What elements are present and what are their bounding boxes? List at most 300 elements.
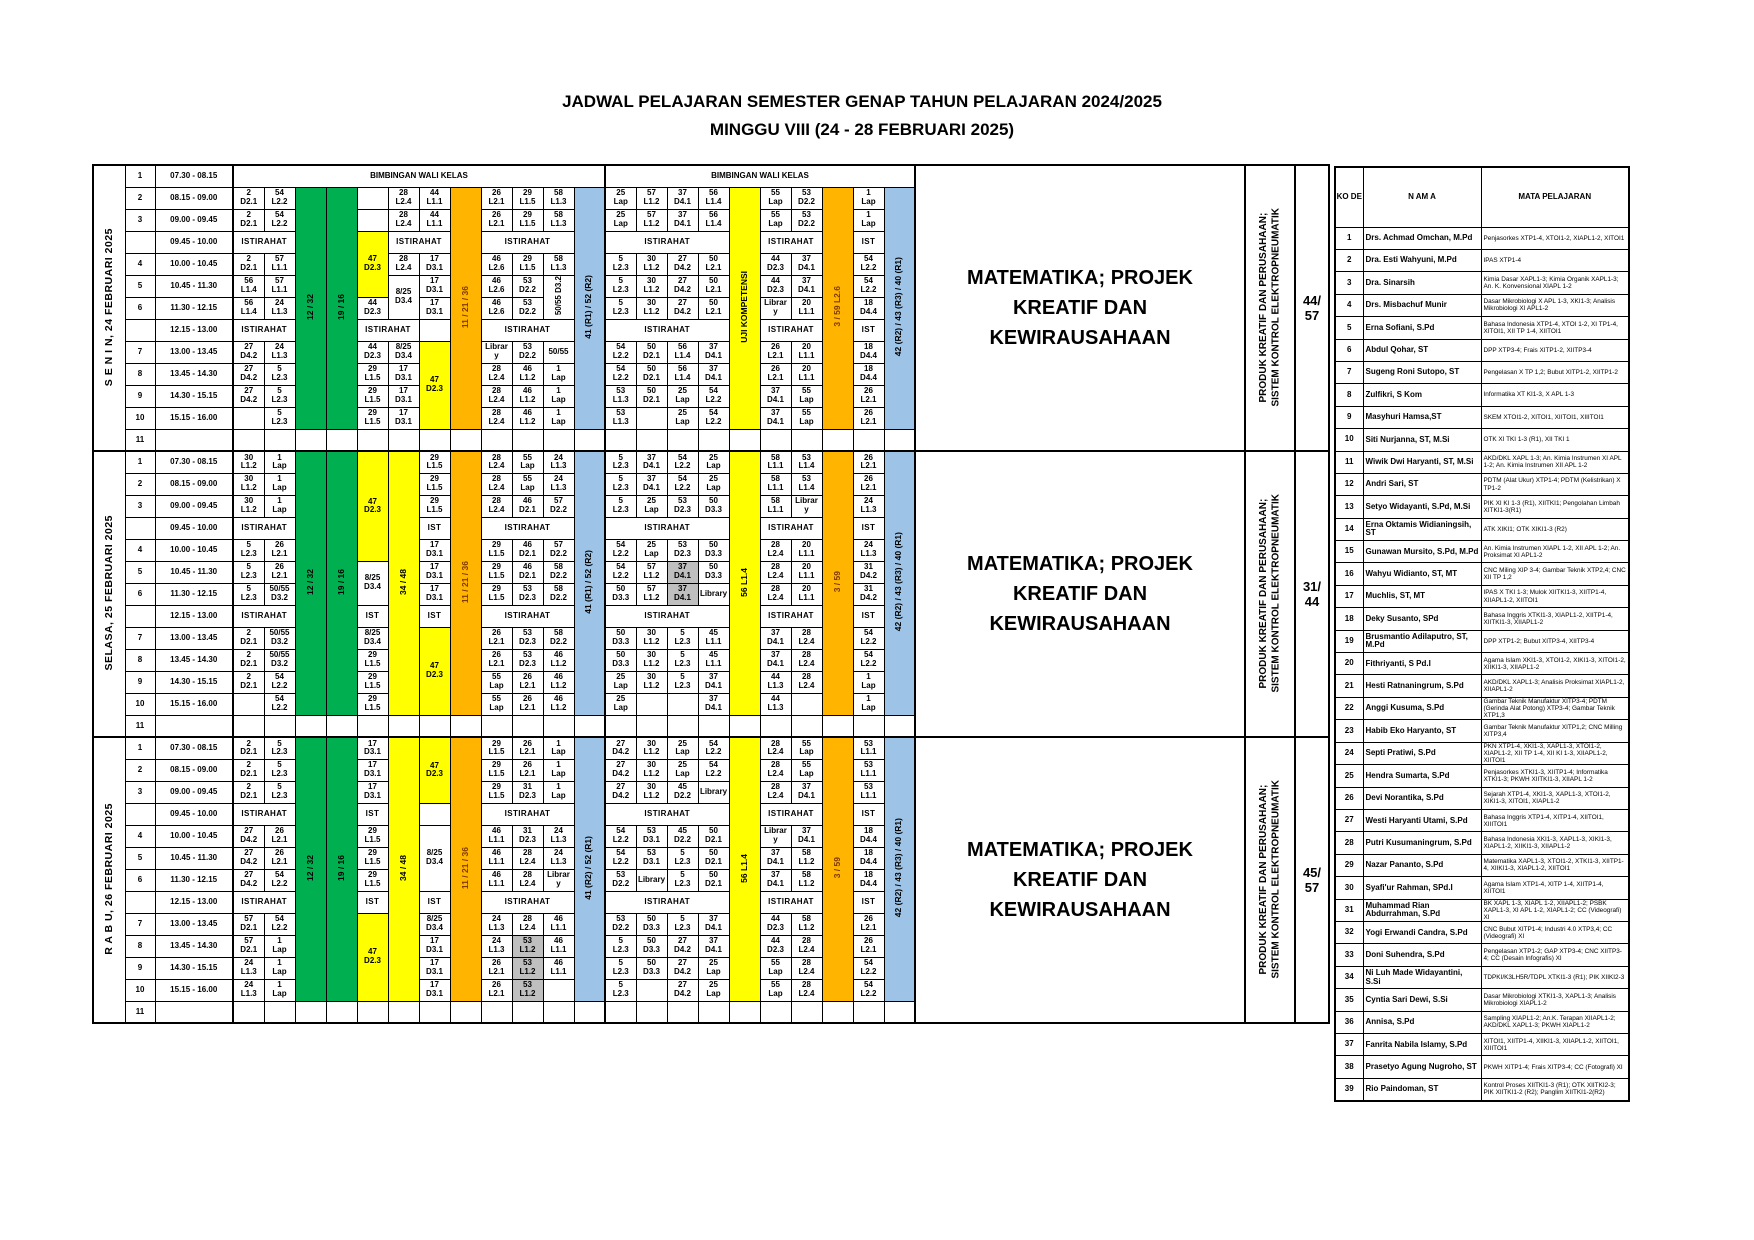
teacher-mapel: Agama Islam XKI1-3, XTOI1-2, XIKI1-3, XITOI1-2, XIIKI1-3, XIIAPL1-2 xyxy=(1481,653,1629,675)
teacher-mapel: AKD/DKL XAPL 1-3; An. Kimia Instrumen XI APL 1-2; An. Kimia Instrumen XII APL 1-2 xyxy=(1481,451,1629,473)
schedule-cell: 46 L1.2 xyxy=(512,385,543,407)
teacher-nama: Masyhuri Hamsa,ST xyxy=(1363,406,1481,428)
teacher-row xyxy=(1335,1078,1629,1100)
teacher-nama: Doni Suhendra, S.Pd xyxy=(1363,944,1481,966)
kelas12-block: MATEMATIKA; PROJEK KREATIF DAN KEWIRAUSAHAAN xyxy=(915,451,1245,737)
empty-cell xyxy=(481,715,512,737)
schedule-cell: 8/25 D3.4 xyxy=(419,825,450,891)
schedule-cell: 30 L1.2 xyxy=(636,649,667,671)
schedule-cell: 54 L2.2 xyxy=(264,187,295,209)
schedule-cell: 2 D2.1 xyxy=(233,759,264,781)
schedule-cell: ISTIRAHAT xyxy=(760,605,822,627)
schedule-cell: ISTIRAHAT xyxy=(233,319,295,341)
schedule-cell: 34 / 48 xyxy=(388,737,419,1001)
schedule-cell: 54 L2.2 xyxy=(853,957,884,979)
jam-ke-cell: 8 xyxy=(125,363,155,385)
teacher-nama: Nazar Pananto, S.Pd xyxy=(1363,854,1481,876)
schedule-cell: 25 Lap xyxy=(667,737,698,759)
schedule-cell: 50 D2.1 xyxy=(698,825,729,847)
empty-cell xyxy=(760,429,791,451)
kelas12-block: MATEMATIKA; PROJEK KREATIF DAN KEWIRAUSAHAAN xyxy=(915,737,1245,1023)
schedule-cell: 44 D2.3 xyxy=(760,935,791,957)
schedule-cell: 24 L1.3 xyxy=(233,957,264,979)
teacher-row xyxy=(1335,608,1629,630)
schedule-cell: IST xyxy=(853,319,884,341)
pukul-cell: 13.00 - 13.45 xyxy=(155,627,233,649)
empty-cell xyxy=(605,715,636,737)
schedule-cell: 44 L1.1 xyxy=(419,187,450,209)
teacher-nama: Erna Sofiani, S.Pd xyxy=(1363,317,1481,339)
teacher-nama: Drs. Achmad Omchan, M.Pd xyxy=(1363,227,1481,249)
empty-cell xyxy=(760,715,791,737)
teacher-nama: Brusmantio Adilaputro, ST, M.Pd xyxy=(1363,630,1481,652)
teacher-kode: 30 xyxy=(1335,877,1363,899)
schedule-cell: 30 L1.2 xyxy=(233,495,264,517)
schedule-cell: 30 L1.2 xyxy=(636,759,667,781)
teacher-nama: Prasetyo Agung Nugroho, ST xyxy=(1363,1056,1481,1078)
schedule-cell: 55 Lap xyxy=(512,451,543,473)
schedule-cell: 27 D4.2 xyxy=(605,781,636,803)
schedule-cell: 50 D3.3 xyxy=(636,913,667,935)
teacher-mapel: ATK XIKI1; OTK XIKI1-3 (R2) xyxy=(1481,518,1629,540)
pukul-cell: 09.00 - 09.45 xyxy=(155,495,233,517)
jam-ke-cell: 7 xyxy=(125,341,155,363)
schedule-cell: 46 D2.1 xyxy=(512,495,543,517)
kelas13-block: PRODUK KREATIF DAN PERUSAHAAN; SISTEM KONTROL ELEKTROPNEUMATIK xyxy=(1245,451,1295,737)
schedule-cell: 28 L2.4 xyxy=(791,957,822,979)
schedule-cell: 50 D2.1 xyxy=(698,847,729,869)
schedule-cell: 57 L1.2 xyxy=(636,187,667,209)
schedule-cell: 53 D3.1 xyxy=(636,825,667,847)
teacher-kode: 21 xyxy=(1335,675,1363,697)
teacher-row xyxy=(1335,1056,1629,1078)
schedule-cell: 1 Lap xyxy=(264,495,295,517)
schedule-cell: 1 Lap xyxy=(543,759,574,781)
schedule-cell: 53 D2.2 xyxy=(512,297,543,319)
schedule-cell: 58 L1.1 xyxy=(760,473,791,495)
schedule-cell: 45 D2.2 xyxy=(667,825,698,847)
teacher-mapel: XITOI1, XIITP1-4, XIIKI1-3, XIIAPL1-2, XIITOI1, XIIITOI1 xyxy=(1481,1034,1629,1056)
schedule-cell: 46 L2.6 xyxy=(481,275,512,297)
schedule-cell: 58 L1.2 xyxy=(791,913,822,935)
empty-cell xyxy=(853,715,884,737)
schedule-cell: 29 L1.5 xyxy=(419,451,450,473)
schedule-cell: 46 L2.6 xyxy=(481,297,512,319)
schedule-cell: 19 / 16 xyxy=(326,737,357,1001)
empty-cell xyxy=(729,715,760,737)
day-block-senin xyxy=(92,164,1330,452)
schedule-cell: 58 D2.2 xyxy=(543,583,574,605)
pukul-cell: 13.00 - 13.45 xyxy=(155,341,233,363)
schedule-cell: 46 L1.2 xyxy=(543,671,574,693)
schedule-cell: 24 L1.3 xyxy=(543,825,574,847)
timetable-area xyxy=(92,166,1330,1024)
pukul-cell: 10.00 - 10.45 xyxy=(155,539,233,561)
jam-ke-cell: 4 xyxy=(125,825,155,847)
empty-cell xyxy=(760,1001,791,1023)
empty-cell xyxy=(450,1001,481,1023)
schedule-cell: 42 (R2) / 43 (R3) / 40 (R1) xyxy=(884,737,915,1001)
teacher-nama: Fanrita Nabila Islamy, S.Pd xyxy=(1363,1034,1481,1056)
teacher-kode: 12 xyxy=(1335,473,1363,495)
schedule-cell: 19 / 16 xyxy=(326,187,357,429)
schedule-cell: 25 Lap xyxy=(636,539,667,561)
teacher-nama: Dra. Esti Wahyuni, M.Pd xyxy=(1363,249,1481,271)
schedule-cell: 58 L1.3 xyxy=(543,253,574,275)
schedule-cell: 54 L2.2 xyxy=(605,825,636,847)
schedule-cell: 28 L2.4 xyxy=(481,363,512,385)
teacher-table xyxy=(1334,166,1630,1102)
schedule-cell: 44 L1.3 xyxy=(760,671,791,693)
teacher-mapel: Bahasa Indonesia XTP1-4, XTOI 1-2, XI TP1-4, XITOI1, XII TP 1-4, XIITOI1 xyxy=(1481,317,1629,339)
teacher-mapel: DPP XTP1-2; Bubut XITP3-4, XIITP3-4 xyxy=(1481,630,1629,652)
teacher-mapel: OTK XI TKI 1-3 (R1), XII TKI 1 xyxy=(1481,429,1629,451)
empty-cell xyxy=(233,429,264,451)
schedule-cell: 46 L1.2 xyxy=(512,363,543,385)
teacher-mapel: Penjasorkes XTKI1-3, XIITP1-4; Informatika XTKI1-3; PKWH XIITKI1-3, XIIAPL 1-2 xyxy=(1481,765,1629,787)
schedule-cell: 53 D2.2 xyxy=(605,913,636,935)
pukul-cell xyxy=(155,1001,233,1023)
title-line-1: JADWAL PELAJARAN SEMESTER GENAP TAHUN PELAJARAN 2024/2025 xyxy=(562,92,1162,111)
jam-ke-cell: 6 xyxy=(125,869,155,891)
schedule-cell: 29 L1.5 xyxy=(512,209,543,231)
jam-ke-cell: 9 xyxy=(125,385,155,407)
empty-cell xyxy=(233,407,264,429)
schedule-cell: 20 L1.1 xyxy=(791,363,822,385)
schedule-cell: 17 D3.1 xyxy=(419,935,450,957)
pukul-cell: 12.15 - 13.00 xyxy=(155,891,233,913)
teacher-row xyxy=(1335,563,1629,585)
teacher-mapel: Bahasa Inggris XTKI1-3, XIAPL1-2, XIITP1-4, XIITKI1-3, XIIAPL1-2 xyxy=(1481,608,1629,630)
schedule-cell: 50 L2.1 xyxy=(698,275,729,297)
schedule-cell: 30 L1.2 xyxy=(636,781,667,803)
teacher-mapel: PKWH XITP1-4; Frais XITP3-4; CC (Fotografi) XI xyxy=(1481,1056,1629,1078)
jam-ke-cell: 10 xyxy=(125,979,155,1001)
schedule-cell: 27 D4.2 xyxy=(667,979,698,1001)
teacher-nama: Annisa, S.Pd xyxy=(1363,1011,1481,1033)
teacher-row xyxy=(1335,585,1629,607)
schedule-cell: 25 Lap xyxy=(636,495,667,517)
teacher-mapel: Gambar Teknik Manufaktur XITP1,2; CNC Milling XITP3,4 xyxy=(1481,720,1629,742)
jam-ke-cell: 11 xyxy=(125,715,155,737)
schedule-cell: 29 L1.5 xyxy=(357,869,388,891)
schedule-cell: 58 D2.2 xyxy=(543,627,574,649)
empty-cell xyxy=(233,1001,264,1023)
jam-ke-cell: 4 xyxy=(125,539,155,561)
schedule-cell: 47 D2.3 xyxy=(419,737,450,803)
teacher-nama: Putri Kusumaningrum, S.Pd xyxy=(1363,832,1481,854)
teacher-row xyxy=(1335,742,1629,765)
empty-cell xyxy=(698,715,729,737)
teacher-nama: Anggi Kusuma, S.Pd xyxy=(1363,697,1481,720)
teacher-kode: 16 xyxy=(1335,563,1363,585)
teacher-kode: 34 xyxy=(1335,966,1363,988)
day-block-selasa xyxy=(92,450,1330,738)
empty-cell xyxy=(791,1001,822,1023)
schedule-cell: 54 L2.2 xyxy=(853,627,884,649)
schedule-cell: 56 L1.4 xyxy=(233,297,264,319)
schedule-cell: 11 / 21 / 36 xyxy=(450,451,481,715)
empty-cell xyxy=(295,1001,326,1023)
day-label-rabu: R A B U, 26 FEBRUARI 2025 xyxy=(93,737,125,1023)
schedule-cell: 17 D3.1 xyxy=(419,957,450,979)
schedule-cell: 5 L2.3 xyxy=(605,275,636,297)
schedule-cell: 5 L2.3 xyxy=(264,781,295,803)
schedule-cell: Library xyxy=(698,781,729,803)
teacher-nama: Ni Luh Made Widayantini, S.Si xyxy=(1363,966,1481,988)
teacher-nama: Septi Pratiwi, S.Pd xyxy=(1363,742,1481,765)
schedule-cell: 37 D4.1 xyxy=(760,847,791,869)
schedule-cell: 44 D2.3 xyxy=(760,275,791,297)
schedule-cell: 30 L1.2 xyxy=(636,737,667,759)
teacher-row xyxy=(1335,653,1629,675)
teacher-nama: Deky Susanto, SPd xyxy=(1363,608,1481,630)
teacher-kode: 9 xyxy=(1335,406,1363,428)
schedule-cell: 53 D2.3 xyxy=(512,649,543,671)
jam-ke-cell xyxy=(125,517,155,539)
teacher-row xyxy=(1335,630,1629,652)
schedule-cell: 34 / 48 xyxy=(388,451,419,715)
teacher-mapel: IPAS X TKI 1-3; Mulok XIITKI1-3, XIITP1-4, XIIAPL1-2, XIITOI1 xyxy=(1481,585,1629,607)
pukul-cell: 11.30 - 12.15 xyxy=(155,297,233,319)
schedule-cell: 26 L2.1 xyxy=(481,187,512,209)
schedule-cell: ISTIRAHAT xyxy=(233,231,295,253)
schedule-cell: 54 L2.2 xyxy=(264,869,295,891)
schedule-cell: 1 Lap xyxy=(543,737,574,759)
teacher-row xyxy=(1335,496,1629,518)
teacher-mapel: DPP XTP3-4; Frais XITP1-2, XIITP3-4 xyxy=(1481,339,1629,361)
schedule-cell: 5 L2.3 xyxy=(233,583,264,605)
schedule-cell: 46 L1.2 xyxy=(512,407,543,429)
empty-cell xyxy=(729,1001,760,1023)
teacher-nama: Yogi Erwandi Candra, S.Pd xyxy=(1363,922,1481,944)
schedule-cell: 26 L2.1 xyxy=(853,935,884,957)
schedule-cell: 1 Lap xyxy=(853,187,884,209)
empty-cell xyxy=(884,429,915,451)
pukul-cell xyxy=(155,715,233,737)
empty-cell xyxy=(636,979,667,1001)
schedule-cell: IST xyxy=(357,803,388,825)
teacher-mapel: Bahasa Inggris XTP1-4, XITP1-4, XIITOI1, XIIITOI1 xyxy=(1481,810,1629,832)
schedule-cell: Librar y xyxy=(791,495,822,517)
schedule-cell: 28 L2.4 xyxy=(760,737,791,759)
schedule-cell: 47 D2.3 xyxy=(357,231,388,297)
empty-cell xyxy=(233,715,264,737)
schedule-cell: 45 L1.1 xyxy=(698,627,729,649)
pukul-cell: 15.15 - 16.00 xyxy=(155,693,233,715)
schedule-cell: 1 Lap xyxy=(264,957,295,979)
empty-cell xyxy=(543,979,574,1001)
schedule-cell: 29 L1.5 xyxy=(481,539,512,561)
schedule-cell: 5 L2.3 xyxy=(233,561,264,583)
schedule-cell: 54 L2.2 xyxy=(264,693,295,715)
teacher-nama: Gunawan Mursito, S.Pd, M.Pd xyxy=(1363,541,1481,563)
schedule-cell: 1 Lap xyxy=(264,979,295,1001)
schedule-cell: 50 D2.1 xyxy=(636,363,667,385)
schedule-cell: 26 L2.1 xyxy=(512,737,543,759)
schedule-cell: 57 D2.2 xyxy=(543,495,574,517)
pukul-cell: 10.00 - 10.45 xyxy=(155,825,233,847)
teacher-kode: 7 xyxy=(1335,361,1363,383)
schedule-cell: ISTIRAHAT xyxy=(760,319,822,341)
schedule-cell: 29 L1.5 xyxy=(357,693,388,715)
schedule-cell: 12 / 32 xyxy=(295,451,326,715)
schedule-cell: 8/25 D3.4 xyxy=(357,627,388,649)
teacher-nama: Rio Paindoman, ST xyxy=(1363,1078,1481,1100)
schedule-cell: 25 Lap xyxy=(667,385,698,407)
empty-cell xyxy=(543,429,574,451)
schedule-cell: 41 (R1) / 52 (R2) xyxy=(574,187,605,429)
empty-cell xyxy=(884,715,915,737)
empty-cell xyxy=(667,715,698,737)
teacher-kode: 13 xyxy=(1335,496,1363,518)
pukul-cell: 09.45 - 10.00 xyxy=(155,803,233,825)
schedule-cell: Librar y xyxy=(543,869,574,891)
schedule-cell: 5 L2.3 xyxy=(264,385,295,407)
teacher-kode: 6 xyxy=(1335,339,1363,361)
schedule-cell: 30 L1.2 xyxy=(636,671,667,693)
schedule-cell: 28 L2.4 xyxy=(481,473,512,495)
schedule-cell: 3 / 59 xyxy=(822,737,853,1001)
teacher-kode: 5 xyxy=(1335,317,1363,339)
teacher-mapel: Pengelasan XTP1-2; GAP XTP3-4; CNC XIITP3-4; CC (Desain Infografis) XI xyxy=(1481,944,1629,966)
schedule-cell: ISTIRAHAT xyxy=(233,803,295,825)
jam-ke-cell: 11 xyxy=(125,1001,155,1023)
pukul-cell: 08.15 - 09.00 xyxy=(155,187,233,209)
schedule-cell: 29 L1.5 xyxy=(512,187,543,209)
jam-ke-cell: 2 xyxy=(125,759,155,781)
empty-cell xyxy=(791,693,822,715)
pukul-cell: 14.30 - 15.15 xyxy=(155,671,233,693)
schedule-cell: 26 L2.1 xyxy=(760,363,791,385)
teacher-row xyxy=(1335,787,1629,809)
schedule-cell: 55 Lap xyxy=(481,693,512,715)
schedule-cell: 5 L2.3 xyxy=(667,671,698,693)
schedule-cell: IST xyxy=(419,605,450,627)
schedule-cell: 31 D2.3 xyxy=(512,825,543,847)
schedule-cell: 27 D4.2 xyxy=(233,847,264,869)
schedule-cell: 53 D2.2 xyxy=(512,341,543,363)
schedule-cell: 56 L1.4 xyxy=(729,451,760,715)
schedule-cell: 1 Lap xyxy=(264,935,295,957)
schedule-cell: 50/55 D3.2 xyxy=(264,627,295,649)
teacher-nama: Habib Eko Haryanto, ST xyxy=(1363,720,1481,742)
schedule-cell: 57 L1.2 xyxy=(636,561,667,583)
schedule-cell: 5 L2.3 xyxy=(605,253,636,275)
empty-cell xyxy=(419,1001,450,1023)
schedule-cell: 57 L1.1 xyxy=(264,253,295,275)
schedule-cell: 58 L1.3 xyxy=(543,209,574,231)
schedule-cell: 54 L2.2 xyxy=(698,759,729,781)
schedule-cell: 50 D3.3 xyxy=(698,495,729,517)
empty-cell xyxy=(543,715,574,737)
empty-cell xyxy=(357,715,388,737)
page-title xyxy=(92,88,1632,144)
teacher-row xyxy=(1335,406,1629,428)
schedule-cell: 28 L2.4 xyxy=(481,407,512,429)
schedule-cell: 58 L1.1 xyxy=(760,451,791,473)
schedule-cell: 24 L1.3 xyxy=(543,847,574,869)
schedule-cell: 28 L2.4 xyxy=(760,759,791,781)
teacher-kode: 33 xyxy=(1335,944,1363,966)
teacher-mapel: Dasar Mikrobiologi X APL 1-3, XKI1-3; Analisis Mikrobiologi XI APL1-2 xyxy=(1481,294,1629,316)
schedule-cell: ISTIRAHAT xyxy=(760,517,822,539)
teacher-mapel: PKN XTP1-4, XKI1-3, XAPL1-3, XTOI1-2, XIAPL1-2, XII TP 1-4, XII KI 1-3, XIIAPL1-2, XIITOI1 xyxy=(1481,742,1629,765)
schedule-cell: 20 L1.1 xyxy=(791,297,822,319)
schedule-cell: 17 D3.1 xyxy=(419,297,450,319)
schedule-cell: IST xyxy=(853,605,884,627)
schedule-cell: BIMBINGAN WALI KELAS xyxy=(605,165,915,187)
schedule-cell: 50/55 xyxy=(543,341,574,363)
schedule-cell: 54 L2.2 xyxy=(264,671,295,693)
pukul-cell: 13.00 - 13.45 xyxy=(155,913,233,935)
teacher-kode: 27 xyxy=(1335,810,1363,832)
schedule-cell: 29 L1.5 xyxy=(481,561,512,583)
empty-cell xyxy=(636,407,667,429)
schedule-cell: 28 L2.4 xyxy=(481,451,512,473)
teacher-mapel: Penjasorkes XTP1-4, XTOI1-2, XIAPL1-2, XITOI1 xyxy=(1481,227,1629,249)
schedule-cell: 29 L1.5 xyxy=(357,671,388,693)
pukul-cell: 12.15 - 13.00 xyxy=(155,319,233,341)
teacher-row xyxy=(1335,317,1629,339)
schedule-cell: 56 L1.4 xyxy=(233,275,264,297)
teacher-nama: Cyntia Sari Dewi, S.Si xyxy=(1363,989,1481,1011)
schedule-cell: IST xyxy=(853,517,884,539)
pukul-cell: 07.30 - 08.15 xyxy=(155,737,233,759)
schedule-cell: 37 D4.1 xyxy=(667,583,698,605)
schedule-cell: 17 D3.1 xyxy=(357,759,388,781)
jam-ke-cell: 9 xyxy=(125,671,155,693)
empty-cell xyxy=(357,187,388,209)
teacher-row xyxy=(1335,541,1629,563)
schedule-cell: 55 Lap xyxy=(791,759,822,781)
teacher-row xyxy=(1335,989,1629,1011)
schedule-cell: 20 L1.1 xyxy=(791,583,822,605)
schedule-cell: 25 Lap xyxy=(605,187,636,209)
schedule-cell: 30 L1.2 xyxy=(636,275,667,297)
empty-cell xyxy=(543,1001,574,1023)
schedule-cell: 53 D2.3 xyxy=(667,539,698,561)
jam-ke-cell: 7 xyxy=(125,627,155,649)
teacher-row xyxy=(1335,227,1629,249)
teacher-nama: Syafi'ur Rahman, SPd.I xyxy=(1363,877,1481,899)
jam-ke-cell: 7 xyxy=(125,913,155,935)
schedule-cell: ISTIRAHAT xyxy=(481,319,574,341)
schedule-cell: 1 Lap xyxy=(543,385,574,407)
schedule-cell: ISTIRAHAT xyxy=(605,605,729,627)
empty-cell xyxy=(605,1001,636,1023)
schedule-cell: 26 L2.1 xyxy=(481,649,512,671)
teacher-nama: Muchlis, ST, MT xyxy=(1363,585,1481,607)
schedule-cell: 53 D2.2 xyxy=(512,275,543,297)
teacher-row xyxy=(1335,384,1629,406)
schedule-cell: 37 D4.1 xyxy=(760,407,791,429)
schedule-cell: 28 L2.4 xyxy=(791,649,822,671)
schedule-cell: 46 D2.1 xyxy=(512,561,543,583)
schedule-cell: 18 D4.4 xyxy=(853,341,884,363)
teacher-mapel: An. Kimia Instrumen XIAPL 1-2, XII APL 1-2; An. Proksimat XI APL1-2 xyxy=(1481,541,1629,563)
teacher-row xyxy=(1335,832,1629,854)
schedule-cell: 5 L2.3 xyxy=(605,495,636,517)
schedule-cell: 55 Lap xyxy=(791,737,822,759)
schedule-cell: 28 L2.4 xyxy=(791,935,822,957)
schedule-cell: 1 Lap xyxy=(264,473,295,495)
teacher-mapel: Bahasa Indonesia XKI1-3, XAPL1-3, XIKI1-3, XIAPL1-2, XIIKI1-3, XIIAPL1-2 xyxy=(1481,832,1629,854)
schedule-cell: 5 L2.3 xyxy=(667,869,698,891)
schedule-cell: 54 L2.2 xyxy=(853,253,884,275)
schedule-cell: 17 D3.1 xyxy=(388,363,419,385)
jam-ke-cell: 9 xyxy=(125,957,155,979)
